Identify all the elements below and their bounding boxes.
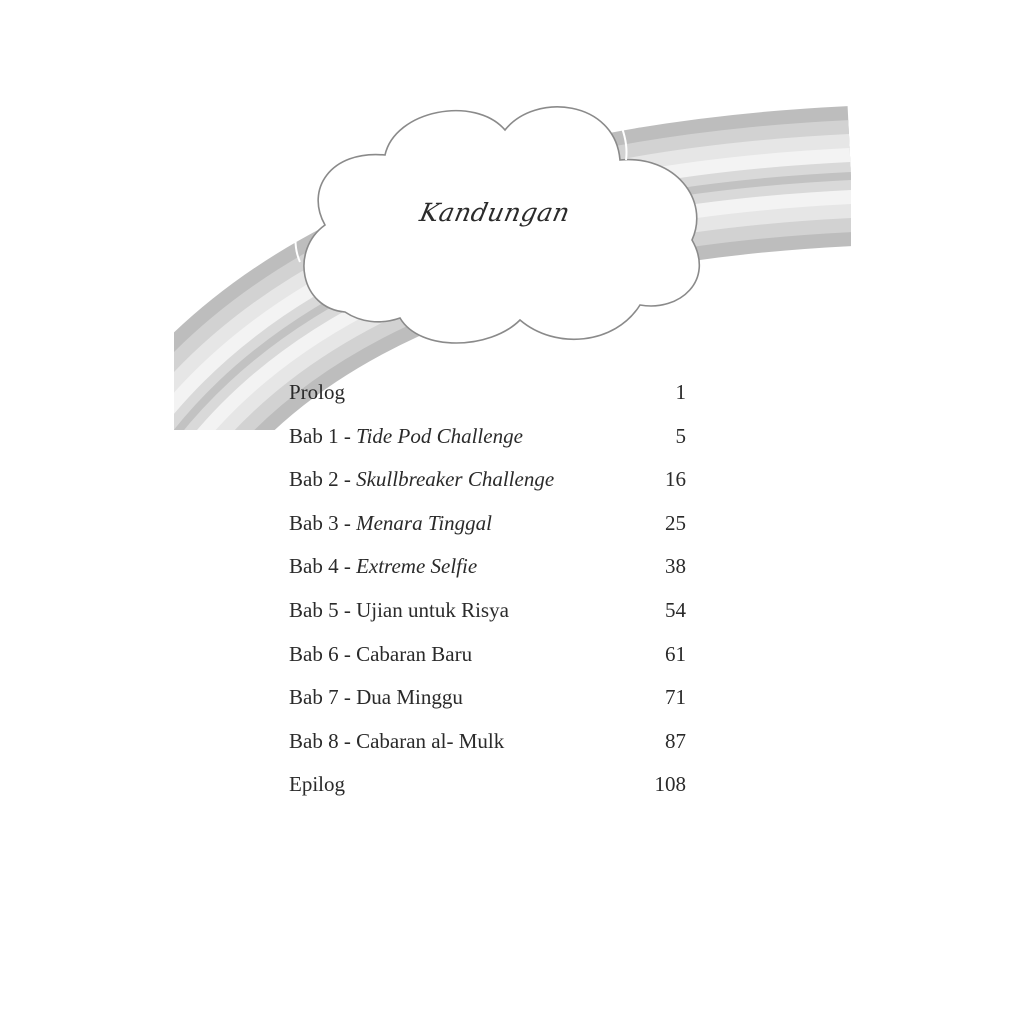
toc-entry-separator: - [338,510,357,535]
toc-entry-page-number: 1 [675,380,686,404]
toc-entry-title: Ujian untuk Risya [356,597,509,622]
toc-entry-page-number: 108 [654,772,686,797]
toc-entry-prefix: Bab 3 [289,510,339,535]
toc-entry-separator: - [338,641,357,666]
toc-entry-title: Tide Pod Challenge [356,423,523,448]
toc-entry-page-number: 5 [675,423,686,448]
toc-entry-separator: - [338,728,357,753]
toc-entry-separator: - [338,685,357,710]
toc-entry-separator: - [338,467,357,492]
table-of-contents [289,372,689,808]
toc-entry-title: Dua Minggu [356,685,463,710]
toc-entry-page-number: 25 [665,510,686,535]
toc-entry-title: Skullbreaker Challenge [356,467,555,492]
toc-entry [289,590,689,634]
toc-entry-prefix: Epilog [289,772,345,797]
toc-entry-page-number: 71 [665,685,686,710]
toc-entry-title: Extreme Selfie [356,554,478,579]
toc-entry-prefix: Bab 6 [289,641,339,666]
toc-entry [289,764,689,808]
toc-entry [289,372,689,416]
toc-entry [289,546,689,590]
toc-entry-separator: - [338,597,357,622]
toc-entry-page-number: 61 [665,641,686,666]
toc-entry [289,677,689,721]
toc-entry-prefix: Bab 4 [289,554,339,579]
toc-entry-separator: - [338,554,357,579]
toc-entry [289,416,689,460]
page-title: Kandungan [417,198,573,227]
toc-entry-title: Cabaran al- Mulk [356,728,505,753]
toc-entry [289,634,689,678]
toc-entry [289,721,689,765]
toc-entry [289,459,689,503]
toc-entry-title: Cabaran Baru [356,641,473,666]
toc-entry-title: Menara Tinggal [356,510,493,535]
toc-entry-separator: - [338,423,357,448]
toc-entry-page-number: 87 [665,728,686,753]
toc-entry-prefix: Bab 2 [289,467,339,492]
toc-entry-prefix: Bab 7 [289,685,339,710]
toc-entry-page-number: 38 [665,554,686,579]
toc-entry-prefix: Bab 1 [289,423,339,448]
toc-entry-prefix: Bab 8 [289,728,339,753]
toc-entry-page-number: 16 [665,467,686,492]
toc-entry-prefix: Bab 5 [289,597,339,622]
toc-entry-prefix: Prolog [289,380,346,404]
toc-entry [289,503,689,547]
toc-entry-page-number: 54 [665,597,686,622]
